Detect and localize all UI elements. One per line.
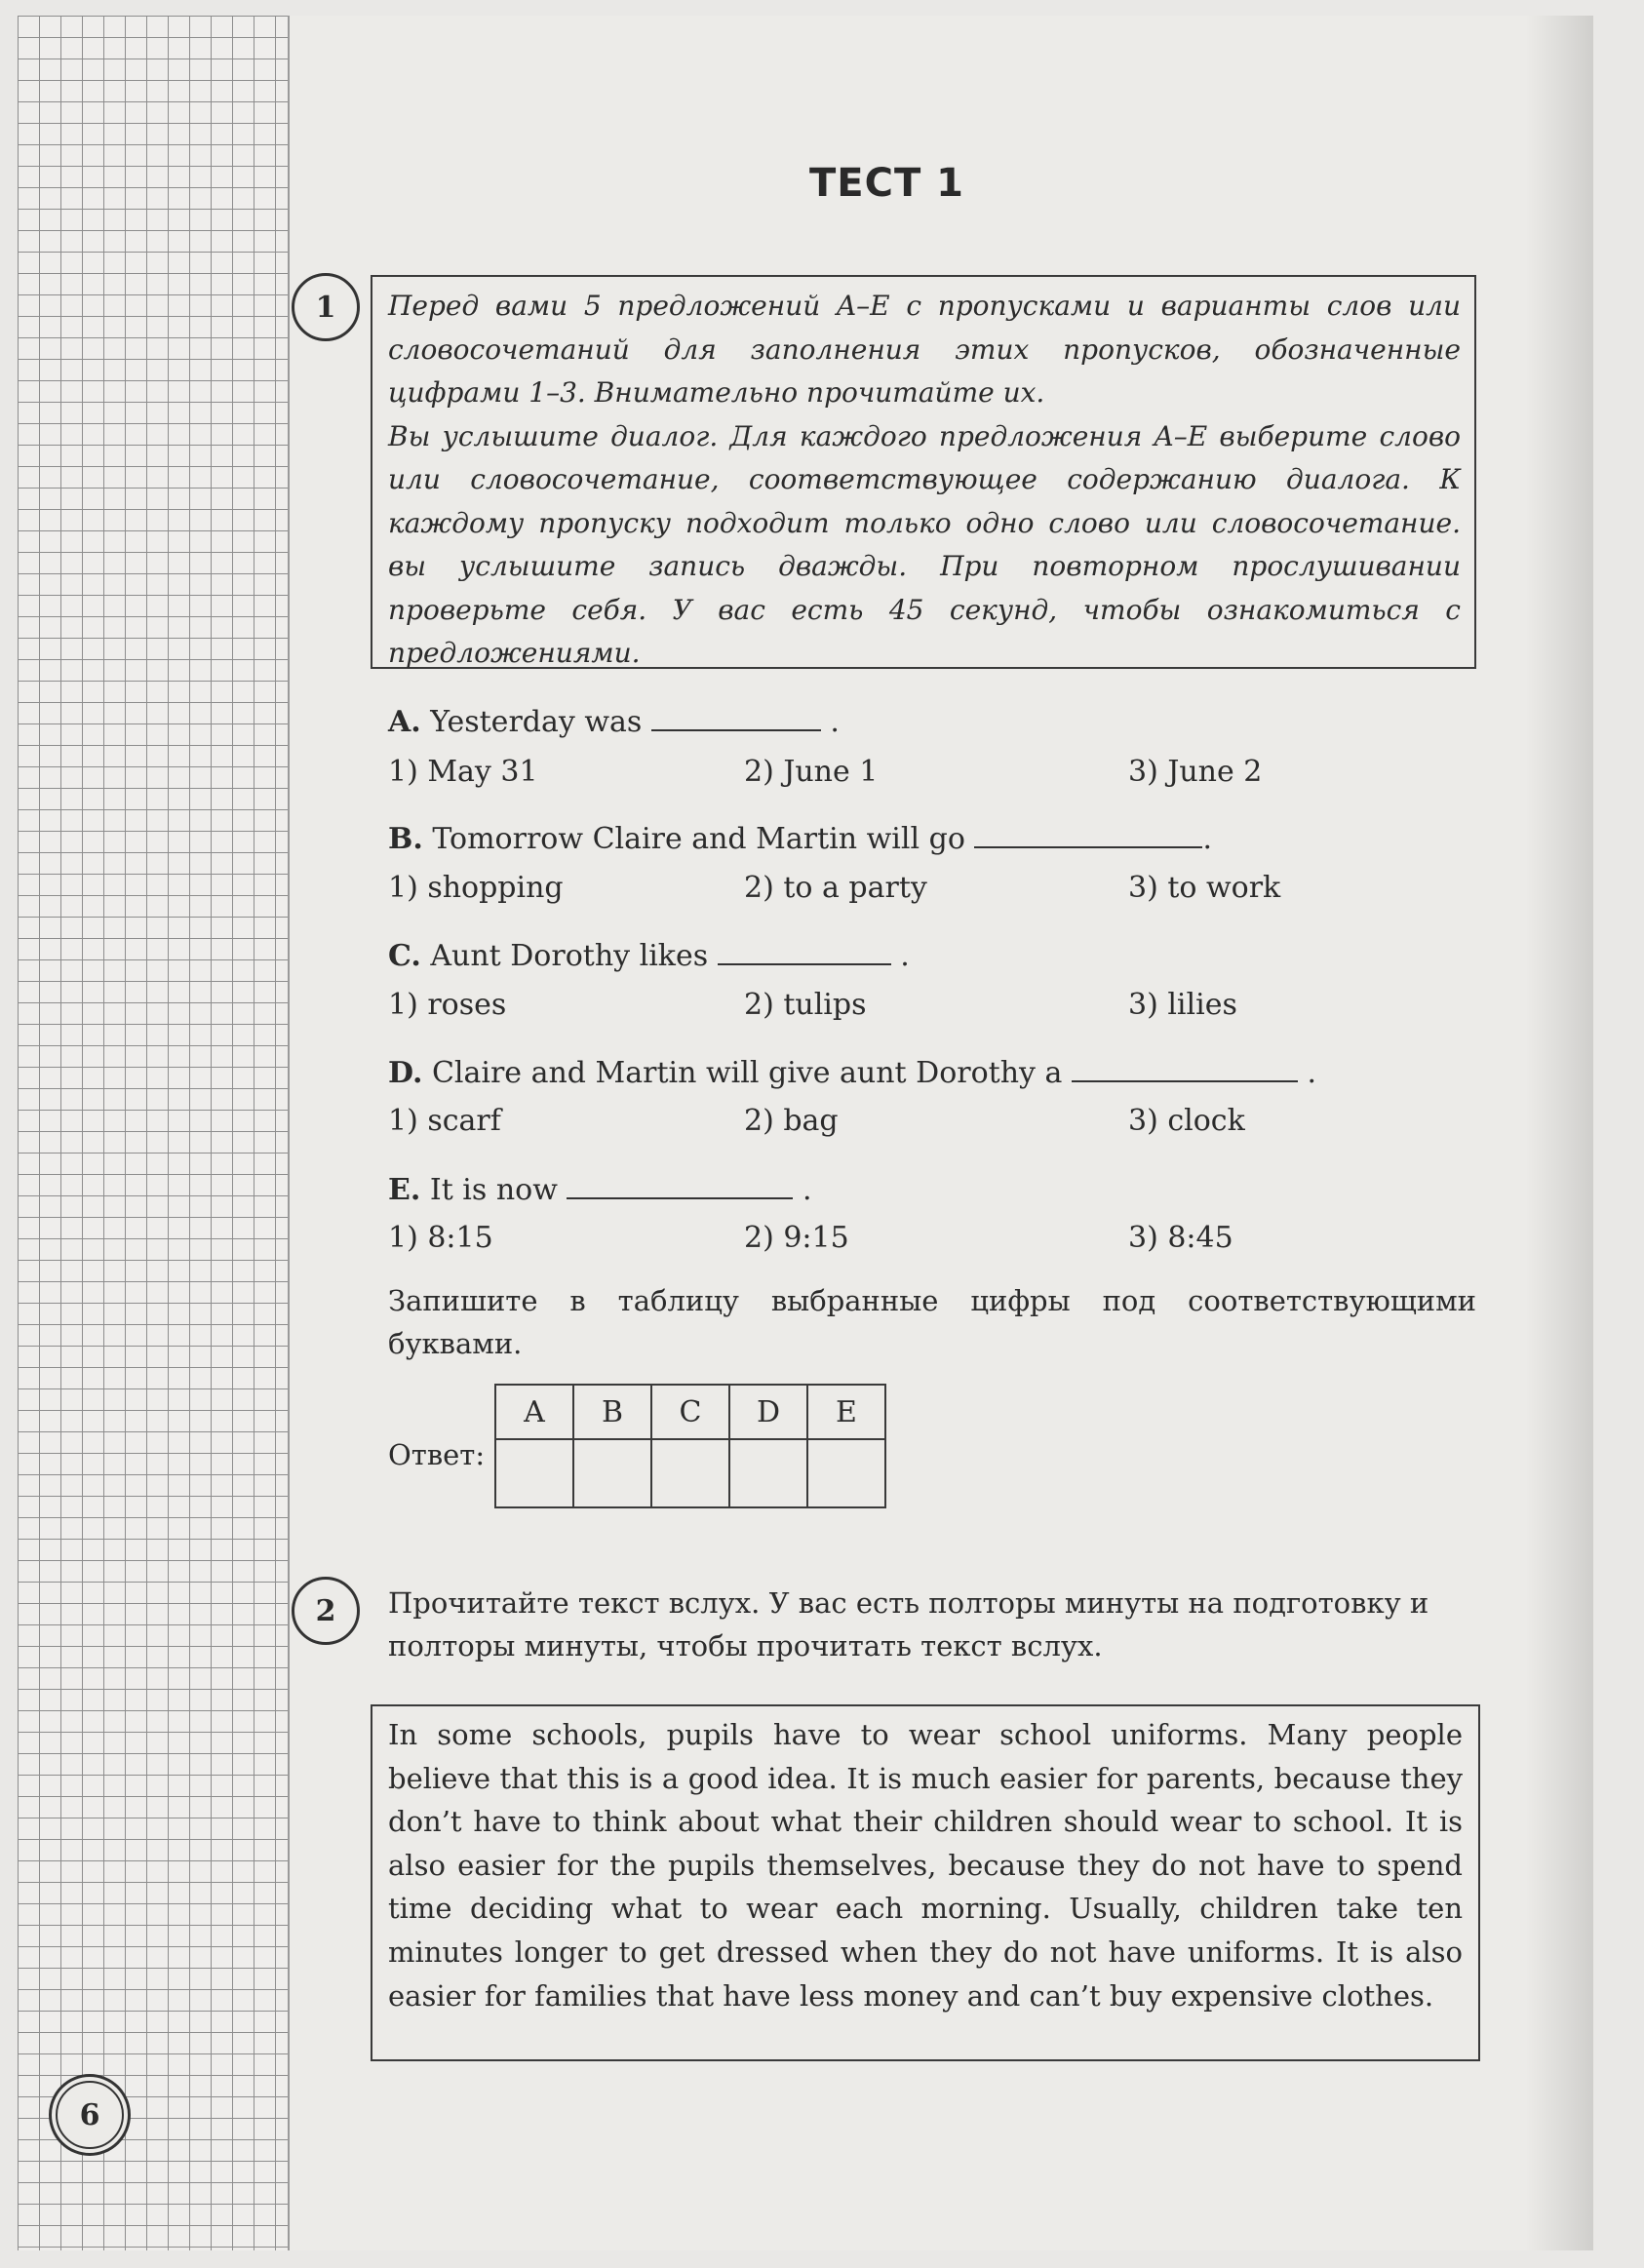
answer-header-b: B xyxy=(573,1385,651,1439)
question-text: It is now xyxy=(429,1173,558,1207)
answer-header-a: A xyxy=(495,1385,573,1439)
grid-margin xyxy=(18,16,288,2250)
answer-header-c: C xyxy=(651,1385,729,1439)
question-end: . xyxy=(802,1173,812,1207)
question-text: Claire and Martin will give aunt Dorothy a xyxy=(431,1056,1063,1090)
answer-blank xyxy=(567,1168,793,1199)
option-b-3: 3) to work xyxy=(1128,871,1281,905)
table-instruction: Запишите в таблицу выбранные цифры под соответствующими буквами. xyxy=(388,1284,1476,1360)
option-a-1: 1) May 31 xyxy=(388,755,538,789)
question-text: Yesterday was xyxy=(430,705,643,739)
option-b-2: 2) to a party xyxy=(744,871,927,905)
option-e-2: 2) 9:15 xyxy=(744,1221,849,1255)
page-title: ТЕСТ 1 xyxy=(809,161,965,206)
question-letter: B. xyxy=(388,822,423,856)
question-end: . xyxy=(830,705,840,739)
answer-header-d: D xyxy=(729,1385,807,1439)
answer-cell-c[interactable] xyxy=(651,1439,729,1507)
question-b xyxy=(388,817,1212,857)
answer-cell-a[interactable] xyxy=(495,1439,573,1507)
option-c-1: 1) roses xyxy=(388,988,507,1022)
answer-label: Ответ: xyxy=(388,1438,486,1471)
answer-blank xyxy=(651,700,821,731)
instructions-text xyxy=(388,285,1461,676)
answer-blank xyxy=(974,817,1202,848)
question-end: . xyxy=(1202,822,1212,856)
answer-cell-d[interactable] xyxy=(729,1439,807,1507)
question-letter: E. xyxy=(388,1173,421,1207)
page-number-badge xyxy=(49,2074,131,2156)
option-a-2: 2) June 1 xyxy=(744,755,879,789)
task-number-2: 2 xyxy=(292,1577,360,1645)
answer-cell-b[interactable] xyxy=(573,1439,651,1507)
grid-edge xyxy=(288,16,290,2250)
option-b-1: 1) shopping xyxy=(388,871,564,905)
answer-blank xyxy=(1072,1051,1298,1082)
question-letter: C. xyxy=(388,939,421,973)
task2-instruction: Прочитайте текст вслух. У вас есть полторы минуты на подготовку и полторы минуты, чтобы прочитать текст вслух. xyxy=(388,1586,1429,1662)
answer-table xyxy=(494,1384,886,1508)
question-c xyxy=(388,934,910,974)
option-c-2: 2) tulips xyxy=(744,988,867,1022)
page-gutter-shadow xyxy=(1525,16,1593,2250)
question-a xyxy=(388,700,840,740)
option-c-3: 3) lilies xyxy=(1128,988,1237,1022)
answer-blank xyxy=(718,934,891,965)
question-text: Aunt Dorothy likes xyxy=(430,939,709,973)
question-letter: A. xyxy=(388,705,421,739)
option-e-1: 1) 8:15 xyxy=(388,1221,493,1255)
option-d-3: 3) clock xyxy=(1128,1104,1245,1138)
option-d-2: 2) bag xyxy=(744,1104,839,1138)
reading-text: In some schools, pupils have to wear school uniforms. Many people believe that this is a good idea. It is much easier for parents, because they don’t have to think about what their children should wear to school. It is also easier for the pupils themselves, because they do not have to spend time deciding what to wear each morning. Usually, children take ten minutes longer to get dressed when they do not have uniforms. It is also easier for families that have less money and can’t buy expensive clothes. xyxy=(388,1718,1463,2013)
answer-header-e: E xyxy=(807,1385,885,1439)
question-end: . xyxy=(900,939,910,973)
instructions-paragraph-2: Вы услышите диалог. Для каждого предложения A–E выберите слово или словосочетание, соответствующее содержанию диалога. К каждому пропуску подходит только одно слово или словосочетание. вы услышите запись дважды. При повторном прослушивании проверьте себя. У вас есть 45 секунд, чтобы ознакомиться с предложениями. xyxy=(388,419,1461,669)
option-a-3: 3) June 2 xyxy=(1128,755,1263,789)
page-number: 6 xyxy=(56,2081,124,2149)
question-letter: D. xyxy=(388,1056,423,1090)
task-number-1: 1 xyxy=(292,273,360,341)
question-text: Tomorrow Claire and Martin will go xyxy=(432,822,965,856)
option-e-3: 3) 8:45 xyxy=(1128,1221,1233,1255)
option-d-1: 1) scarf xyxy=(388,1104,501,1138)
question-e xyxy=(388,1168,812,1208)
answer-cell-e[interactable] xyxy=(807,1439,885,1507)
question-d xyxy=(388,1051,1316,1091)
question-end: . xyxy=(1307,1056,1317,1090)
instructions-paragraph-1: Перед вами 5 предложений A–E с пропусками и варианты слов или словосочетаний для заполнения этих пропусков, обозначенные цифрами 1–3. Внимательно прочитайте их. xyxy=(388,290,1461,409)
